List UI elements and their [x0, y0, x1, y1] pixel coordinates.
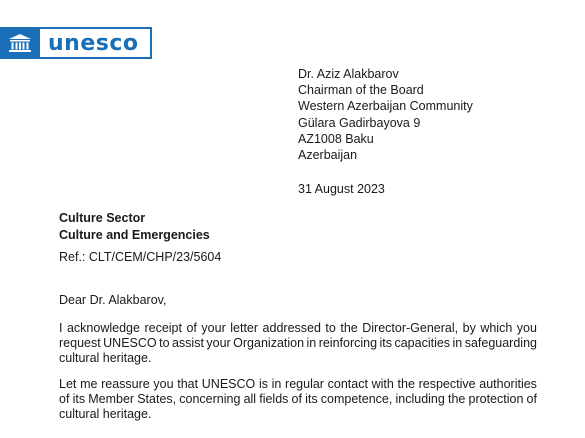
- paragraph-line: Let me reassure you that UNESCO is in regular contact with the respective authorities: [59, 377, 537, 391]
- unesco-temple-icon: [0, 29, 40, 57]
- recipient-title: Chairman of the Board: [298, 83, 424, 98]
- unesco-logo: [0, 27, 152, 59]
- paragraph-line: cultural heritage.: [59, 351, 152, 365]
- recipient-organization: Western Azerbaijan Community: [298, 99, 473, 114]
- body-paragraph: [59, 377, 537, 422]
- recipient-postcode-city: AZ1008 Baku: [298, 131, 374, 146]
- sender-sector: Culture Sector: [59, 211, 146, 225]
- recipient-name: Dr. Aziz Alakbarov: [298, 67, 399, 81]
- paragraph-line: I acknowledge receipt of your letter addressed to the Director-General, by which you: [59, 321, 537, 335]
- sender-unit: Culture and Emergencies: [59, 227, 210, 242]
- sender-block: [59, 210, 210, 243]
- recipient-street: Gülara Gadirbayova 9: [298, 115, 421, 130]
- recipient-country: Azerbaijan: [298, 148, 358, 163]
- reference-number: Ref.: CLT/CEM/CHP/23/5604: [59, 250, 222, 264]
- recipient-address: [298, 66, 473, 163]
- salutation: Dear Dr. Alakbarov,: [59, 293, 167, 307]
- paragraph-line: of its Member States, concerning all fields of its competence, including the protection of: [59, 392, 537, 406]
- logo-wordmark: unesco: [48, 30, 139, 56]
- paragraph-line: cultural heritage.: [59, 407, 152, 421]
- letter-date: 31 August 2023: [298, 182, 385, 196]
- paragraph-line: request UNESCO to assist your Organization in reinforcing its capacities in safeguarding: [59, 336, 537, 350]
- body-paragraph: [59, 321, 537, 366]
